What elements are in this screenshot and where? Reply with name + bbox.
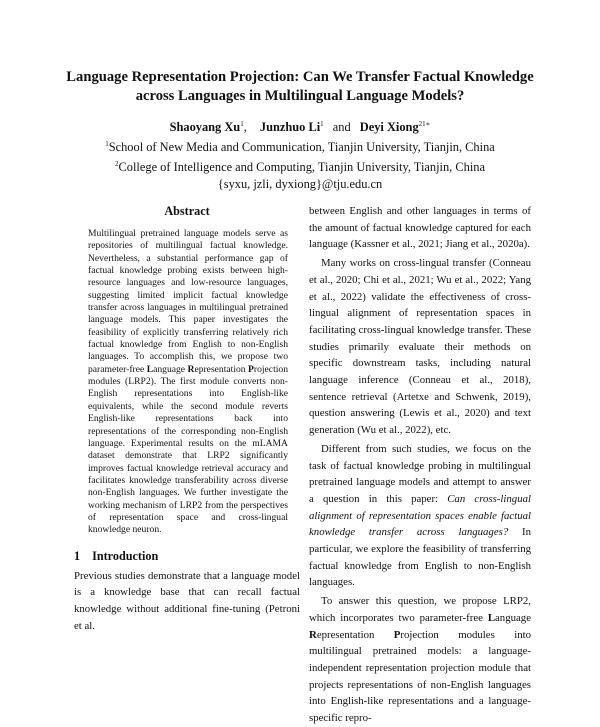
body-paragraph: between English and other languages in terms of the amount of factual knowledge captured for each language (Kassner et al., 2021; Jiang et al., 2020a).: [309, 205, 531, 251]
author-line: [40, 116, 560, 136]
acronym-letter: L: [146, 363, 154, 375]
research-question: Can cross-lingual alignment of representation spaces enable factual knowledge transfer across languages?: [309, 492, 531, 539]
abstract-text-part: Multilingual pretrained language models serve as repositories of multilingual factual knowledge. Nevertheless, a substantial performance gap of factual knowledge probing exists between high-resource languages and low-resource languages, suggesting limited implicit factual knowledge transfer across languages in multilingual pretrained language models. This paper investigates the feasibility of explicitly transferring relatively rich factual knowledge from English to non-English languages. To accomplish this, we propose two parameter-free: [88, 228, 288, 375]
body-text-part: modules into multilingual pretrained models: a language-independent representation projection module that projects representations of non-English languages into English-like representations and a language-specific repro-: [309, 628, 531, 725]
author-name: Junzhuo Li: [259, 120, 321, 134]
acronym-letter: R: [309, 628, 317, 641]
paper-title: [40, 68, 560, 106]
section-heading-introduction: [74, 549, 300, 564]
abstract-text-part: epresentation: [194, 363, 249, 375]
affiliation: [40, 156, 560, 176]
abstract-heading: Abstract: [164, 204, 210, 218]
abstract-text-part: modules (LRP2). The first module converts non-English representations into English-like equivalents, while the second module reverts English-like representations back into representations of the corresponding non-English language. Experimental results on the mLAMA dataset demonstrate that LRP2 significantly improves factual knowledge retrieval accuracy and facilitates knowledge transferability across diverse non-English languages. We further investigate the working mechanism of LRP2 from the perspectives of representation space and cross-lingual knowledge neuron.: [88, 376, 288, 536]
acronym-letter: L: [487, 611, 496, 624]
author-block: [40, 116, 560, 193]
author-emails: {syxu, jzli, dyxiong}@tju.edu.cn: [217, 177, 383, 191]
title-line-1: Language Representation Projection: Can We Transfer Factual Knowledge: [66, 69, 534, 85]
affiliation-text: School of New Media and Communication, Tianjin University, Tianjin, China: [108, 140, 495, 154]
author-and: and: [332, 120, 351, 134]
author-affil-mark: 1: [320, 120, 324, 128]
body-text-part: To answer this question, we propose LRP2, which incorporates two parameter-free: [309, 595, 531, 624]
body-paragraph: [309, 593, 531, 727]
affiliation-text: College of Intelligence and Computing, Tianjin University, Tianjin, China: [118, 160, 485, 174]
author-affil-mark: 1: [240, 120, 244, 128]
body-paragraph: Many works on cross-lingual transfer (Conneau et al., 2020; Chi et al., 2021; Wu et al., 2022; Yang et al., 2022) validate the effectiveness of cross-lingual alignment of representation spaces in facilitating cross-lingual knowledge transfer. These studies primarily evaluate their methods on specific downstream tasks, including natural language inference (Conneau et al., 2018), sentence retrieval (Artetxe and Schwenk, 2019), question answering (Lewis et al., 2020) and text generation (Wu et al., 2022), etc.: [309, 257, 531, 437]
body-paragraph: [309, 441, 531, 591]
abstract-text: [88, 228, 288, 537]
intro-paragraph: Previous studies demonstrate that a language model is a knowledge base that can recall factual knowledge without additional fine-tuning (Petroni et al.: [74, 569, 300, 632]
section-number: 1: [74, 548, 81, 563]
abstract-text-part: anguage: [153, 363, 188, 375]
author-name: Shaoyang Xu: [169, 120, 241, 134]
body-text-part: anguage: [495, 611, 531, 624]
body-text-part: epresentation: [316, 628, 394, 641]
author-name: Deyi Xiong: [359, 120, 419, 134]
body-text-part: In particular, we explore the feasibility of transferring factual knowledge from English to non-English languages.: [309, 526, 531, 589]
affiliation-mark: 2: [115, 160, 119, 168]
acronym-letter: P: [393, 628, 401, 641]
affiliation: [40, 136, 560, 156]
right-column: [309, 203, 531, 727]
left-column: [74, 203, 300, 634]
section-title: Introduction: [92, 548, 159, 563]
body-text-part: Different from such studies, we focus on the task of factual knowledge probing in multilingual pretrained language models and attempt to answer a question in this paper:: [309, 442, 531, 505]
acronym-letter: P: [248, 363, 254, 375]
author-separator: ,: [243, 120, 247, 134]
abstract-text-part: rojection: [253, 363, 288, 375]
body-text-part: rojection: [400, 628, 439, 641]
author-affil-mark: 21∗: [418, 120, 431, 128]
affiliation-mark: 1: [105, 140, 109, 148]
title-line-2: across Languages in Multilingual Language Models?: [135, 88, 465, 104]
acronym-letter: R: [187, 363, 195, 375]
